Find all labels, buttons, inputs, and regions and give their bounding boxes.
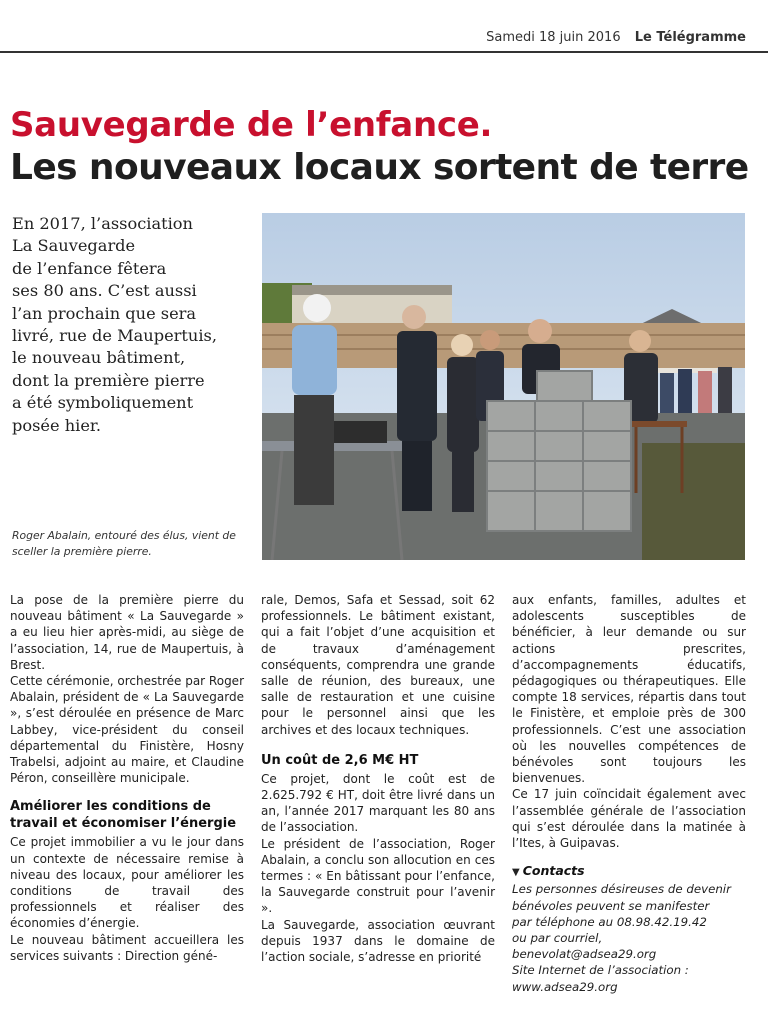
lead-line: La Sauvegarde <box>12 236 136 256</box>
contacts-box <box>512 863 746 995</box>
body-paragraph: La pose de la première pierre du nouveau bâtiment « La Sauvegarde » a eu lieu hier après-midi, au siège de l’association, 14, rue de Maupertuis, à Brest. <box>10 593 244 672</box>
contacts-website[interactable]: www.adsea29.org <box>512 979 618 994</box>
contacts-email[interactable]: benevolat@adsea29.org <box>512 947 657 962</box>
lead-line: posée hier. <box>12 415 102 435</box>
contacts-title: Contacts <box>522 863 585 879</box>
body-paragraph: Le président de l’association, Roger Abalain, a conclu son allocution en ces termes : « En bâtissant pour l’enfance, la Sauvegarde construit pour l’avenir ». <box>261 836 495 916</box>
photo-caption: Roger Abalain, entouré des élus, vient de sceller la première pierre. <box>12 529 236 558</box>
article-column-2 <box>261 592 495 965</box>
headline-kicker: Sauvegarde de l’enfance. <box>10 105 493 145</box>
header-rule <box>0 51 768 53</box>
lead-line: ses 80 ans. C’est aussi <box>12 281 197 301</box>
masthead <box>486 30 746 45</box>
body-paragraph: Ce projet immobilier a vu le jour dans un contexte de nécessaire remise à niveau des locaux, pour améliorer les conditions de travail des professionnels et réaliser des économies d’énergie. <box>10 835 244 931</box>
section-subhead: Améliorer les conditions de travail et économiser l’énergie <box>10 799 237 832</box>
lead-line: l’an prochain que sera <box>12 303 197 323</box>
lead-line: livré, rue de Maupertuis, <box>12 326 217 346</box>
body-paragraph: aux enfants, familles, adultes et adolescents susceptibles de bénéficier, à leur demande ou sur actions prescrites, d’accompagnements éducatifs, pédagogiques ou thérapeutiques. Elle compte 18 services, répartis dans tout le Finistère, et emploie près de 300 professionnels. C’est une association où les nouvelles compétences de bénévoles sont toujours les bienvenues. <box>512 593 746 786</box>
lead-line: dont la première pierre <box>12 370 205 390</box>
body-paragraph: Ce 17 juin coïncidait également avec l’assemblée générale de l’association qui s’est déroulée dans la matinée à l’Ites, à Guipavas. <box>512 787 746 851</box>
lead-line: de l’enfance fêtera <box>12 258 167 278</box>
triangle-down-icon: ▼ <box>512 867 520 879</box>
body-paragraph: Le nouveau bâtiment accueillera les services suivants : Direction géné- <box>10 932 244 963</box>
contacts-line: ou par courriel, <box>512 931 603 946</box>
article-photo <box>262 213 745 560</box>
contacts-line: Site Internet de l’association : <box>512 963 689 978</box>
contacts-line: par téléphone au 08.98.42.19.42 <box>512 914 707 929</box>
lead-paragraph <box>12 213 247 437</box>
article-column-1 <box>10 592 244 964</box>
contacts-line: bénévoles peuvent se manifester <box>512 898 710 913</box>
lead-line: le nouveau bâtiment, <box>12 348 186 368</box>
contacts-line: Les personnes désireuses de devenir <box>512 882 731 897</box>
body-paragraph: La Sauvegarde, association œuvrant depuis 1937 dans le domaine de l’action sociale, s’adresse en priorité <box>261 917 495 965</box>
lead-line: a été symboliquement <box>12 393 194 413</box>
body-paragraph: Cette cérémonie, orchestrée par Roger Abalain, président de « La Sauvegarde », s’est déroulée en présence de Marc Labbey, vice-président du conseil départemental du Finistère, Hosny Trabelsi, adjoint au maire, et Claudine Péron, conseillère municipale. <box>10 674 244 786</box>
lead-line: En 2017, l’association <box>12 214 193 233</box>
issue-date: Samedi 18 juin 2016 <box>486 30 621 45</box>
photo-icon <box>262 213 745 560</box>
headline-title: Les nouveaux locaux sortent de terre <box>10 147 749 188</box>
section-subhead: Un coût de 2,6 M€ HT <box>261 752 419 768</box>
body-paragraph: rale, Demos, Safa et Sessad, soit 62 professionnels. Le bâtiment existant, qui a fait l’objet d’une acquisition et de travaux d’aménagement conséquents, comprendra une grande salle de réunion, des bureaux, une salle de restauration et une cuisine pour le personnel ainsi que les archives et des locaux techniques. <box>261 593 495 737</box>
body-paragraph: Ce projet, dont le coût est de 2.625.792 € HT, doit être livré dans un an, l’année 2017 marquant les 80 ans de l’association. <box>261 771 495 835</box>
article-column-3 <box>512 592 746 995</box>
newspaper-name: Le Télégramme <box>634 30 746 45</box>
headline <box>10 104 760 190</box>
